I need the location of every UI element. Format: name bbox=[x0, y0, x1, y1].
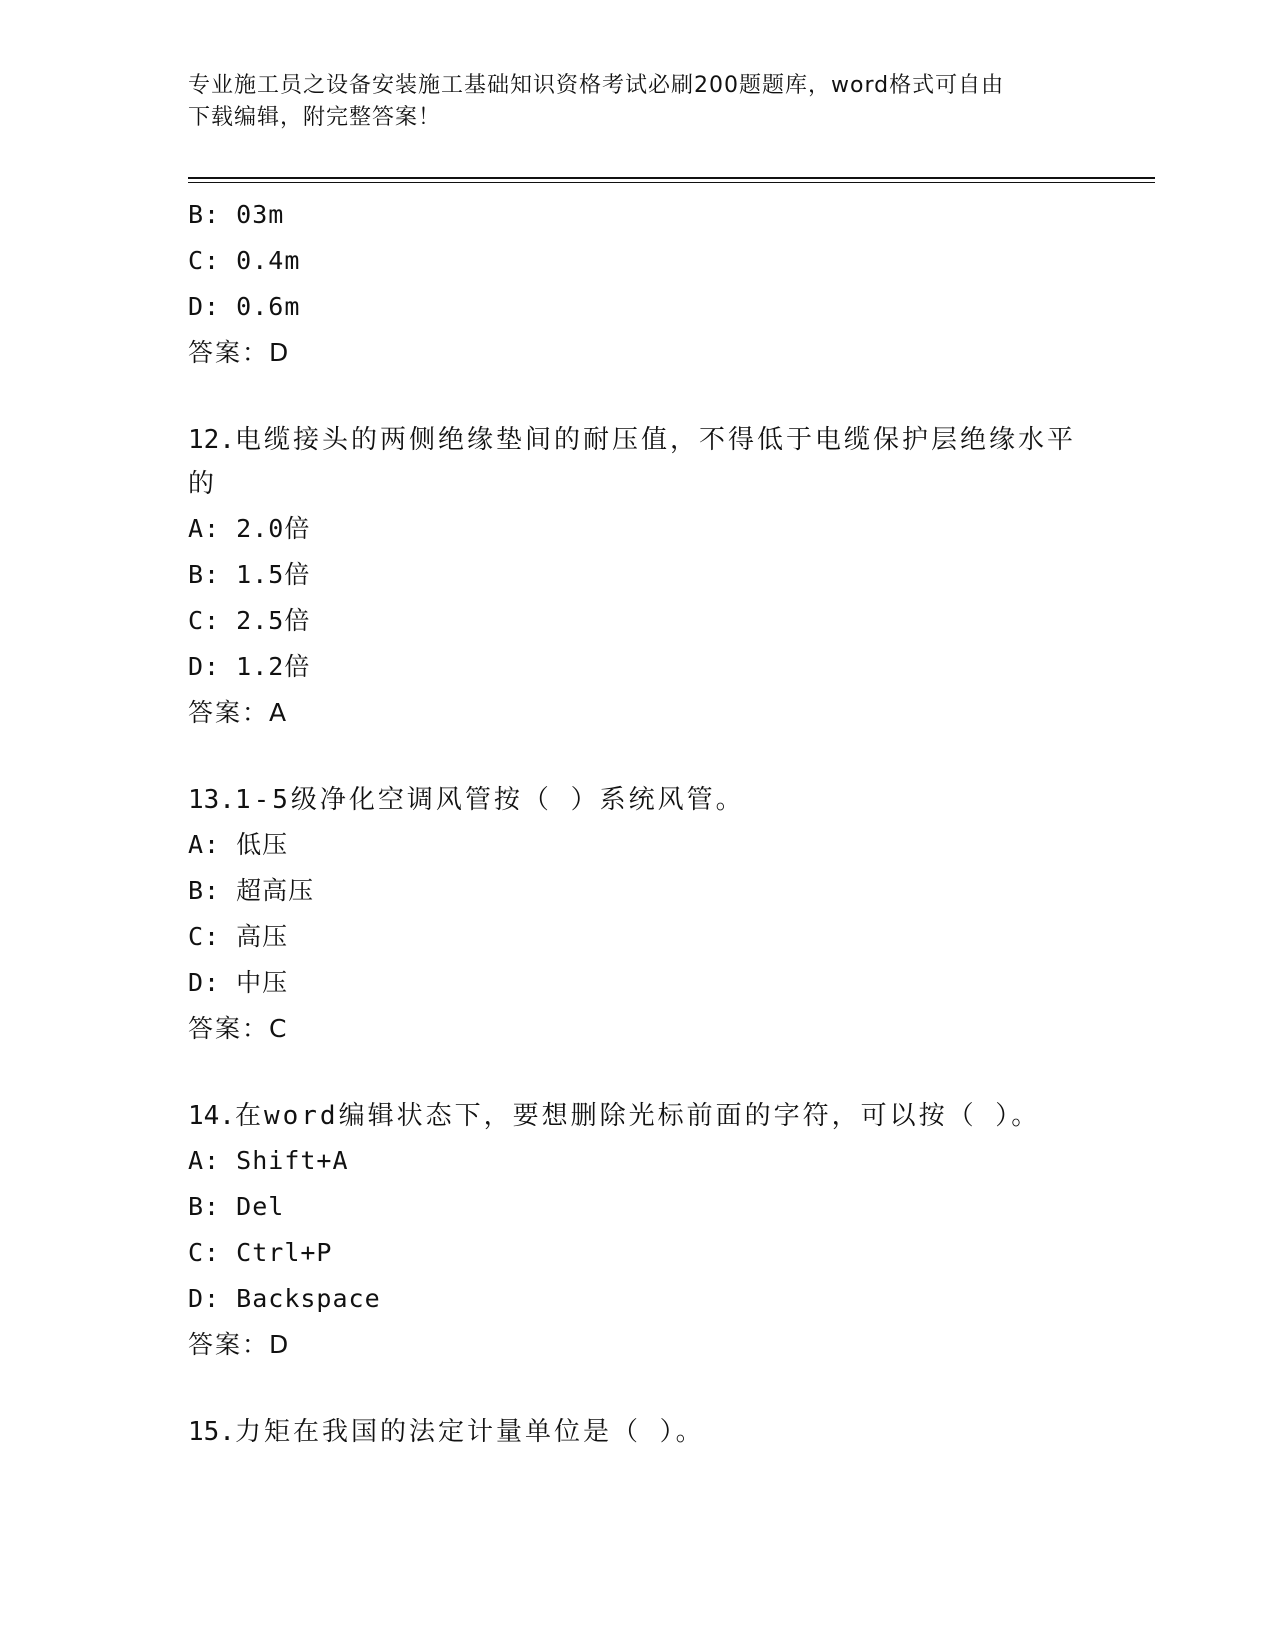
option-c: C: 2.5倍 bbox=[188, 606, 311, 635]
option-b: B: 03m bbox=[188, 200, 285, 229]
option-a: A: Shift+A bbox=[188, 1146, 349, 1175]
option-d: D: Backspace bbox=[188, 1284, 381, 1313]
question-text-line-1: 电缆接头的两侧绝缘垫间的耐压值，不得低于电缆保护层绝缘水平 bbox=[234, 425, 1076, 455]
answer-label: 答案：D bbox=[188, 1330, 291, 1359]
option-a: A: 低压 bbox=[188, 830, 289, 859]
question-stem bbox=[188, 1094, 1088, 1138]
answer-label: 答案：A bbox=[188, 698, 289, 727]
question-number: 14. bbox=[188, 1101, 235, 1131]
question-15 bbox=[188, 1410, 1088, 1454]
question-list bbox=[188, 192, 1088, 1454]
question-12 bbox=[188, 418, 1088, 736]
question-number: 15. bbox=[188, 1417, 235, 1447]
option-c: C: 0.4m bbox=[188, 246, 301, 275]
question-number: 12. bbox=[188, 425, 235, 455]
question-stem bbox=[188, 418, 1088, 506]
question-14 bbox=[188, 1094, 1088, 1368]
answer-label: 答案：C bbox=[188, 1014, 289, 1043]
question-13 bbox=[188, 778, 1088, 1052]
header-title-line-1: 专业施工员之设备安装施工基础知识资格考试必刷200题题库，word格式可自由 bbox=[188, 73, 1005, 98]
header-divider-thin bbox=[188, 182, 1155, 183]
header-title-line-2: 下载编辑，附完整答案！ bbox=[188, 105, 442, 130]
question-text-line-2: 的 bbox=[188, 469, 218, 499]
option-b: B: 1.5倍 bbox=[188, 560, 311, 589]
option-b: B: Del bbox=[188, 1192, 285, 1221]
question-text-line-1: 力矩在我国的法定计量单位是（ ）。 bbox=[234, 1417, 705, 1447]
question-text-line-1: 在word编辑状态下，要想删除光标前面的字符，可以按（ ）。 bbox=[234, 1101, 1041, 1131]
option-b: B: 超高压 bbox=[188, 876, 315, 905]
question-text-line-1: 1-5级净化空调风管按（ ）系统风管。 bbox=[234, 785, 745, 815]
question-stem bbox=[188, 778, 1088, 822]
header-divider-thick bbox=[188, 177, 1155, 179]
answer-label: 答案：D bbox=[188, 338, 291, 367]
option-c: C: 高压 bbox=[188, 922, 289, 951]
option-d: D: 0.6m bbox=[188, 292, 301, 321]
question-stem bbox=[188, 1410, 1088, 1454]
option-d: D: 1.2倍 bbox=[188, 652, 311, 681]
question-number: 13. bbox=[188, 785, 235, 815]
document-header bbox=[188, 70, 1088, 134]
question-11-continued bbox=[188, 192, 1088, 376]
option-a: A: 2.0倍 bbox=[188, 514, 311, 543]
option-d: D: 中压 bbox=[188, 968, 289, 997]
option-c: C: Ctrl+P bbox=[188, 1238, 333, 1267]
